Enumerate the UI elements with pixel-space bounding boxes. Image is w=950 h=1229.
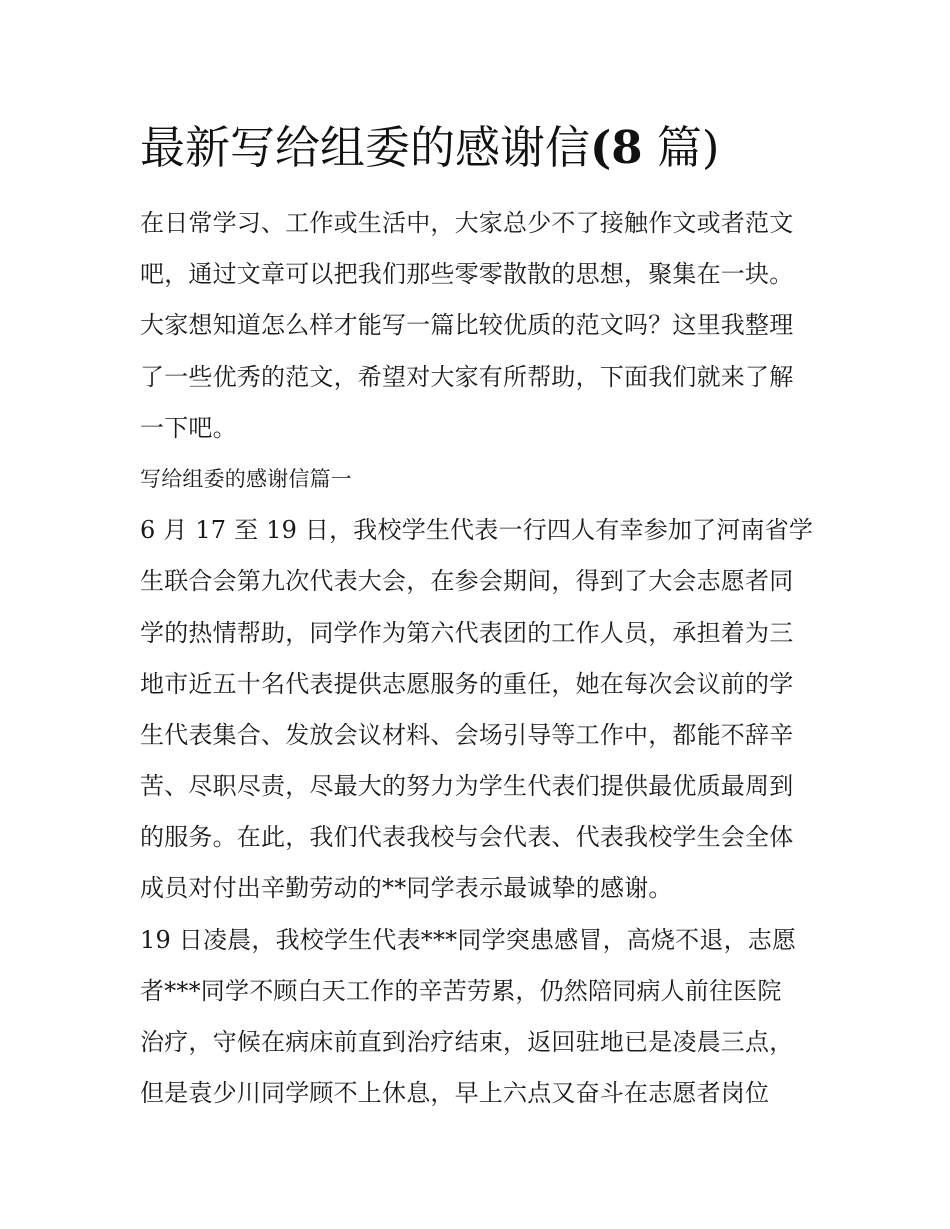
intro-line: 在日常学习、工作或生活中，大家总少不了接触作文或者范文 xyxy=(140,209,794,237)
paragraph-line: 但是袁少川同学顾不上休息，早上六点又奋斗在志愿者岗位 xyxy=(140,1079,770,1108)
paragraph-line: 生联合会第九次代表大会，在参会期间，得到了大会志愿者同 xyxy=(140,567,794,596)
title-text: 最新写给组委的感谢信 xyxy=(140,121,591,174)
title-count: (8 xyxy=(590,121,643,174)
paragraph-line: 苦、尽职尽责，尽最大的努力为学生代表们提供最优质最周到 xyxy=(140,772,794,801)
paragraph-line: 治疗，守候在病床前直到治疗结束，返回驻地已是凌晨三点， xyxy=(140,1028,794,1056)
page-title xyxy=(140,112,840,184)
section-heading: 写给组委的感谢信篇一 xyxy=(140,466,352,491)
intro-line: 一下吧。 xyxy=(140,413,237,442)
paragraph-line: 生代表集合、发放会议材料、会场引导等工作中，都能不辞辛 xyxy=(140,720,794,749)
paragraph-line: 学的热情帮助，同学作为第六代表团的工作人员，承担着为三 xyxy=(140,618,794,647)
intro-line: 了一些优秀的范文，希望对大家有所帮助，下面我们就来了解 xyxy=(140,362,794,391)
paragraph-line: 19 日凌晨，我校学生代表***同学突患感冒，高烧不退，志愿 xyxy=(140,925,797,954)
intro-line: 吧，通过文章可以把我们那些零零散散的思想，聚集在一块。 xyxy=(140,260,794,289)
paragraph-line: 地市近五十名代表提供志愿服务的重任，她在每次会议前的学 xyxy=(140,669,794,698)
paragraph-line: 者***同学不顾白天工作的辛苦劳累，仍然陪同病人前往医院 xyxy=(140,976,782,1005)
title-suffix: 篇) xyxy=(642,121,720,174)
paragraph-line: 成员对付出辛勤劳动的**同学表示最诚挚的感谢。 xyxy=(140,874,673,903)
document-body xyxy=(140,198,816,1119)
paragraph-line: 的服务。在此，我们代表我校与会代表、代表我校学生会全体 xyxy=(140,823,794,852)
intro-line: 大家想知道怎么样才能写一篇比较优质的范文吗？这里我整理 xyxy=(140,311,794,340)
paragraph-line: 6 月 17 至 19 日，我校学生代表一行四人有幸参加了河南省学 xyxy=(140,516,814,545)
